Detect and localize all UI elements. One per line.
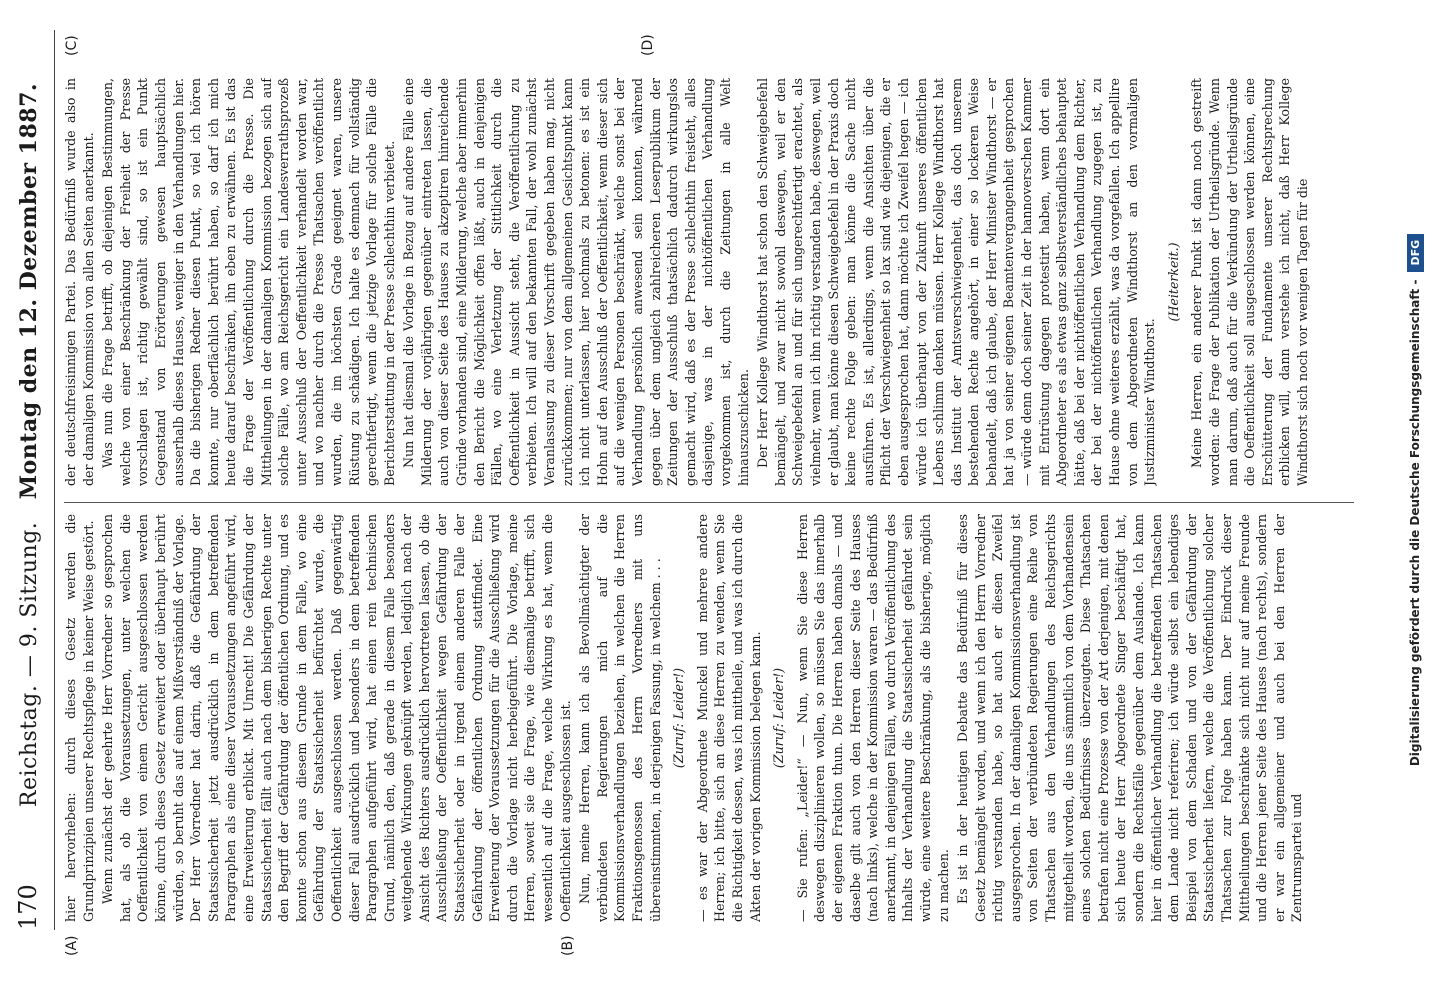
paragraph: Was nun die Frage betrifft, ob diejenigen Bestimmungen, welche von einer Beschränkung der Freiheit der Presse vorschlagen ist, richtig gewählt sind, so ist ein Punkt Gegenstand von Erörterungen gewesen hauptsächlich ausserhalb dieses Hauses, weniger in den Verhandlungen hier. Da die bisherigen Redner diesen Punkt, so viel ich hören konnte, nur oberflächlich berührt haben, so darf ich mich heute darauf beschränken, ihn eben zu erwähnen. Es ist das die Frage der Veröffentlichung durch die Presse. Die Mittheilungen in der damaligen Kommission bezogen sich auf solche Fälle, wo am Reichsgericht ein Landesverrathsprozeß unter Ausschluß der Oeffentlichkeit verhandelt worden war, und wo nachher durch die Presse Thatsachen veröffentlicht wurden, die im höchsten Grade geeignet waren, unsere Rüstung zu schädigen. Ich halte es demnach für vollständig gerechtfertigt, wenn die jetzige Vorlage für solche Fälle die Berichterstattung in der Presse schlechthin verbietet. <box>100 78 397 486</box>
paragraph: Meine Herren, ein anderer Punkt ist dann noch gestreift worden: die Frage der Publikation der Urtheilsgründe. Wenn man darum, daß auch für die Verkündung der Urtheilsgründe die Oeffentlichkeit soll ausgeschlossen werden können, eine Erschütterung der Fundamente unserer Rechtsprechung erblicken will, dann verstehe ich nicht, daß Herr Kollege Windthorst sich noch vor wenigen Tagen für die <box>1189 78 1310 486</box>
paragraph: — Sie rufen: „Leider!“ — Nun, wenn Sie diese Herren deswegen disziplinieren wollen, so müssen Sie das innerhalb der eigenen Fraktion thun. Die Herren haben damals — und daselbe gilt auch von den Herren dieser Seite des Hauses (nach links), welche in der Kommission waren — das Bedürfniß anerkannt, in denjenigen Fällen, wo durch Veröffentlichung des Inhalts der Verhandlung die Staatssicherheit gefährdet sein würde, eine weitere Beschränkung, als die bisherige, möglich zu machen. <box>794 514 951 922</box>
paragraph: der deutschfreisinnigen Partei. Das Bedürfniß wurde also in der damaligen Kommission von allen Seiten anerkannt. <box>63 78 96 486</box>
column-divider <box>64 502 1354 503</box>
paragraph: Es ist in der heutigen Debatte das Bedürfniß für dieses Gesetz bemängelt worden, und wenn ich den Herrn Vorredner richtig verstanden habe, so hat auch er diesen Zweifel ausgesprochen. In der damaligen Kommissionsverhandlung ist von Seiten der verbündeten Regierungen eine Reihe von Thatsachen aus den Verhandlungen des Reichsgerichts mitgetheilt worden, die uns sämmtlich von dem Vorhandensein eines solchen Bedürfnisses überzeugten. Diese Thatsachen betrafen nicht eine Prozesse von der Art derjenigen, mit denen sich heute der Herr Abgeordnete Singer beschäftigt hat, sondern die Rechtsfälle gegenüber dem Auslande. Ich kann hier in öffentlicher Verhandlung die betreffenden Thatsachen dem Lande nicht referiren; ich würde selbst ein lebendiges Beispiel von dem Schaden und von der Gefährdung der Staatssicherheit liefern, welche die Veröffentlichung solcher Thatsachen zur Folge haben kann. Der Eindruck dieser Mittheilungen beschränkte sich nicht nur auf meine Freunde und die Herren jener Seite des Hauses (nach rechts), sondern er war ein allgemeiner und auch bei den Herren der Zentrumspartei und <box>955 514 1305 922</box>
page-header <box>14 30 55 930</box>
margin-note-c: (C) <box>64 35 80 56</box>
digitization-credit <box>1402 0 1428 1000</box>
text-column-right <box>62 78 1362 486</box>
paragraph: Wenn zunächst der geehrte Herr Vorredner so gesprochen hat, als ob die Voraussetzungen, unter welchen die Oeffentlichkeit von einem Gericht ausgeschlossen werden könne, durch dieses Gesetz erweitert oder überhaupt berührt würden, so beruht das auf einem Mißverständniß der Vorlage. Der Herr Vorredner hat darin, daß die Gefährdung der Staatssicherheit jetzt ausdrücklich in dem betreffenden Paragraphen als eine dieser Voraussetzungen angeführt wird, eine Erweiterung erblickt. Mit Unrecht! Die Gefährdung der Staatssicherheit fällt auch nach dem bisherigen Rechte unter den Begriff der Gefährdung der öffentlichen Ordnung, und es konnte schon aus diesem Grunde in dem Falle, wo eine Gefährdung der Staatssicherheit befürchtet wurde, die Oeffentlichkeit ausgeschlossen werden. Daß gegenwärtig dieser Fall ausdrücklich und besonders in dem betreffenden Paragraphen aufgeführt wird, hat einen rein technischen Grund, nämlich den, daß gerade in diesem Falle besonders weitgehende Wirkungen geknüpft werden, lediglich nach der Ansicht des Richters ausdrücklich hervortreten lassen, ob die Ausschließung der Oeffentlichkeit wegen Gefährdung der Staatssicherheit oder in irgend einem anderen Falle der Gefährdung der öffentlichen Ordnung stattfindet. Eine Erweiterung der Voraussetzungen für die Ausschließung wird durch die Vorlage nicht herbeigeführt. Die Vorlage, meine Herren, soweit sie die Frage, wie diesmalige betrifft, sich wesentlich auf die Frage, welche Wirkung es hat, wenn die Oeffentlichkeit ausgeschlossen ist. <box>100 514 573 922</box>
paragraph: (Zuruf: Leider!) <box>671 667 687 769</box>
paragraph: hier hervorheben: durch dieses Gesetz werden die Grundprinzipien unserer Rechtspflege in keiner Weise gestört. <box>63 514 96 922</box>
paragraph: Der Herr Kollege Windthorst hat schon den Schweigebefehl bemängelt, und zwar nicht sowohl deswegen, weil er den Schweigebefehl an und für sich ungerechtfertigt erachtet, als vielmehr, wenn ich ihn richtig verstanden habe, deswegen, weil er glaubt, man könne diesen Schweigebefehl in der Praxis doch keine rechte Folge geben: man könne die Sache nicht ausführen. Es ist, allerdings, wenn die Ansichten über die Pflicht der Verschwiegenheit so lax sind wie diejenigen, die er eben ausgesprochen hat, dann möchte ich Zweifel hegen — ich würde ich überhaupt von der Zukunft unseres öffentlichen Lebens schlimm denken müssen. Herr Kollege Windthorst hat das Institut der Amtsverschwiegenheit, das doch unserem bestehenden Rechte angehört, in einer so lockeren Weise behandelt, daß ich glaube, der Herr Minister Windthorst — er hat ja von seiner eigenen Beamtenvergangenheit gesprochen — würde denn doch seiner Zeit in der hannoverschen Kammer mit Entrüstung dagegen protestirt haben, wenn dort ein Abgeordneter es als etwas ganz selbstverständliches behauptet hätte, daß bei der nichtöffentlichen Verhandlung dem Richter, der bei der nichtöffentlichen Verhandlung zugegen ist, zu Hause ohne weiteres erzählt, was da vorgefallen. Ich appellire von dem Abgeordneten Windthorst an den vormaligen Justizminister Windthorst. <box>755 78 1158 486</box>
running-title-session: Reichstag. — 9. Sitzung. <box>17 521 42 808</box>
margin-note-d: (D) <box>640 34 656 56</box>
paragraph: Nun, meine Herren, kann ich als Bevollmächtigter der verbündeten Regierungen mich auf die Kommissionsverhandlungen beziehen, in welchen die Herren Fraktionsgenossen des Herrn Vorredners mit uns übereinstimmten, in derjenigen Fassung, in welchem . . . <box>577 514 663 922</box>
margin-note-a: (A) <box>64 935 80 956</box>
paragraph: (Heiterkeit.) <box>1165 242 1181 322</box>
page-number: 170 <box>14 884 42 930</box>
credit-text: Digitalisierung gefördert durch die Deutsche Forschungsgemeinschaft - <box>1408 279 1422 767</box>
paragraph: (Zuruf: Leider!) <box>771 667 787 769</box>
text-column-left <box>62 514 1362 922</box>
running-title-date: Montag den 12. Dezember 1887. <box>16 82 42 500</box>
paragraph: Nun hat diesmal die Vorlage in Bezug auf andere Fälle eine Milderung der vorjährigen gegenüber eintreten lassen, die auch von dieser Seite des Hauses zu akzeptiren hinreichende Gründe vorhanden sind, eine Milderung, welche aber immerhin den Bericht die Möglichkeit offen läßt, auch in denjenigen Fällen, wo eine Verletzung der Sittlichkeit durch die Oeffentlichkeit in Aussicht steht, die Veröffentlichung zu verbieten. Ich will auf den bekannten Fall, der wohl zunächst Veranlassung zu dieser Vorschrift gegeben haben mag, nicht zurückkommen; nur von dem allgemeinen Gesichtspunkt kann ich nicht unterlassen, hier nochmals zu betonen: es ist ein Hohn auf den Ausschluß der Oeffentlichkeit, wenn dieser sich auf die wenigen Personen beschränkt, welche sonst bei der Verhandlung persönlich anwesend sein konnten, während gegen über dem ungleich zahlreicheren Leserpublikum der Zeitungen der Ausschluß thatsächlich dadurch wirkungslos gemacht wird, daß es der Presse schlechthin freisteht, alles dasjenige, was in der nichtöffentlichen Verhandlung vorgekommen ist, durch die Zeitungen in alle Welt hinauszuschicken. <box>401 78 751 486</box>
margin-note-b: (B) <box>560 935 576 956</box>
running-title <box>16 30 42 860</box>
paragraph: — es war der Abgeordnete Munckel und mehrere andere Herren; ich bitte, sich an diese Herren zu wenden, wenn Sie die Richtigkeit dessen, was ich mittheile, und was ich durch die Akten der vorigen Kommission belegen kann. <box>694 514 763 922</box>
dfg-logo: DFG <box>1407 234 1424 272</box>
